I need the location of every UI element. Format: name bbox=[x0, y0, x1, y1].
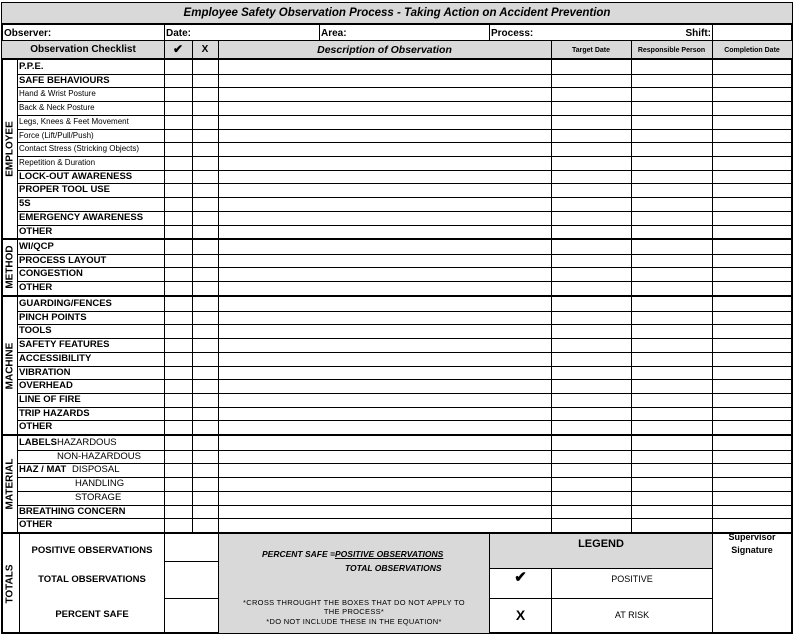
legend-at-risk: AT RISK bbox=[614, 610, 650, 620]
description-cell[interactable] bbox=[219, 225, 551, 238]
header-checklist-label: Observation Checklist bbox=[30, 44, 136, 55]
checklist-item: HAZ / MAT bbox=[19, 464, 67, 475]
formula-note3: *DO NOT INCLUDE THESE IN THE EQUATION* bbox=[266, 617, 442, 626]
checklist-item: HANDLING bbox=[75, 478, 125, 489]
check-cell[interactable] bbox=[165, 463, 192, 477]
grid-line bbox=[192, 40, 193, 532]
description-cell[interactable] bbox=[219, 518, 551, 532]
checklist-item: Repetition & Duration bbox=[19, 158, 96, 167]
check-cell[interactable] bbox=[165, 240, 192, 254]
description-cell[interactable] bbox=[219, 311, 551, 324]
check-cell[interactable] bbox=[165, 450, 192, 463]
date-label: Date: bbox=[166, 28, 192, 39]
description-cell[interactable] bbox=[219, 60, 551, 74]
completion-cell[interactable] bbox=[713, 420, 792, 434]
formula-note2: THE PROCESS* bbox=[323, 607, 385, 616]
checklist-item: OVERHEAD bbox=[19, 380, 73, 391]
checklist-item: Legs, Knees & Feet Movement bbox=[19, 117, 129, 126]
check-cell[interactable] bbox=[165, 211, 192, 225]
responsible-cell[interactable] bbox=[632, 450, 712, 463]
target-date-cell[interactable] bbox=[552, 311, 631, 324]
responsible-cell[interactable] bbox=[632, 170, 712, 183]
x-cell[interactable] bbox=[193, 297, 218, 311]
x-cell[interactable] bbox=[193, 156, 218, 170]
completion-cell[interactable] bbox=[713, 463, 792, 477]
target-date-cell[interactable] bbox=[552, 129, 631, 142]
supervisor-signature-field[interactable] bbox=[713, 560, 791, 632]
x-cell[interactable] bbox=[193, 311, 218, 324]
target-date-cell[interactable] bbox=[552, 352, 631, 366]
check-cell[interactable] bbox=[165, 60, 192, 74]
target-date-cell[interactable] bbox=[552, 115, 631, 129]
x-cell[interactable] bbox=[193, 491, 218, 505]
percent-safe-cell[interactable] bbox=[165, 599, 218, 633]
checklist-item: BREATHING CONCERN bbox=[19, 506, 126, 517]
completion-cell[interactable] bbox=[713, 311, 792, 324]
x-cell[interactable] bbox=[193, 338, 218, 352]
percent-safe-label: PERCENT SAFE bbox=[55, 609, 129, 620]
target-date-cell[interactable] bbox=[552, 267, 631, 281]
description-cell[interactable] bbox=[219, 407, 551, 420]
responsible-cell[interactable] bbox=[632, 267, 712, 281]
responsible-cell[interactable] bbox=[632, 436, 712, 450]
check-cell[interactable] bbox=[165, 491, 192, 505]
target-date-cell[interactable] bbox=[552, 393, 631, 407]
responsible-cell[interactable] bbox=[632, 407, 712, 420]
x-cell[interactable] bbox=[193, 115, 218, 129]
description-cell[interactable] bbox=[219, 254, 551, 267]
total-observations-label: TOTAL OBSERVATIONS bbox=[38, 574, 146, 585]
description-cell[interactable] bbox=[219, 420, 551, 434]
target-date-cell[interactable] bbox=[552, 254, 631, 267]
target-date-cell[interactable] bbox=[552, 324, 631, 338]
x-cell[interactable] bbox=[193, 436, 218, 450]
responsible-cell[interactable] bbox=[632, 477, 712, 491]
description-cell[interactable] bbox=[219, 491, 551, 505]
completion-cell[interactable] bbox=[713, 450, 792, 463]
x-cell[interactable] bbox=[193, 211, 218, 225]
target-date-cell[interactable] bbox=[552, 491, 631, 505]
target-date-cell[interactable] bbox=[552, 463, 631, 477]
section-label: METHOD bbox=[4, 245, 15, 290]
check-cell[interactable] bbox=[165, 477, 192, 491]
checklist-item: LOCK-OUT AWARENESS bbox=[19, 171, 133, 182]
check-cell[interactable] bbox=[165, 74, 192, 87]
target-date-cell[interactable] bbox=[552, 170, 631, 183]
section-label: MACHINE bbox=[4, 342, 15, 389]
checklist-item: TOOLS bbox=[19, 325, 52, 336]
shift-field[interactable] bbox=[714, 24, 790, 39]
target-date-cell[interactable] bbox=[552, 477, 631, 491]
description-cell[interactable] bbox=[219, 87, 551, 101]
completion-cell[interactable] bbox=[713, 211, 792, 225]
completion-cell[interactable] bbox=[713, 183, 792, 197]
completion-cell[interactable] bbox=[713, 170, 792, 183]
responsible-cell[interactable] bbox=[632, 324, 712, 338]
description-cell[interactable] bbox=[219, 170, 551, 183]
description-cell[interactable] bbox=[219, 142, 551, 156]
description-cell[interactable] bbox=[219, 129, 551, 142]
header-x-symbol: X bbox=[201, 44, 209, 55]
checklist-item: OTHER bbox=[19, 519, 53, 530]
totals-label: TOTALS bbox=[4, 563, 16, 604]
target-date-cell[interactable] bbox=[552, 183, 631, 197]
completion-cell[interactable] bbox=[713, 142, 792, 156]
check-cell[interactable] bbox=[165, 142, 192, 156]
checklist-item: SAFETY FEATURES bbox=[19, 339, 110, 350]
description-cell[interactable] bbox=[219, 240, 551, 254]
target-date-cell[interactable] bbox=[552, 211, 631, 225]
x-cell[interactable] bbox=[193, 254, 218, 267]
completion-cell[interactable] bbox=[713, 197, 792, 211]
x-cell[interactable] bbox=[193, 518, 218, 532]
grid-line bbox=[319, 23, 320, 40]
check-cell[interactable] bbox=[165, 518, 192, 532]
target-date-cell[interactable] bbox=[552, 197, 631, 211]
responsible-cell[interactable] bbox=[632, 129, 712, 142]
checklist-item: Contact Stress (Stricking Objects) bbox=[19, 144, 140, 153]
description-cell[interactable] bbox=[219, 211, 551, 225]
x-cell[interactable] bbox=[193, 225, 218, 238]
responsible-cell[interactable] bbox=[632, 366, 712, 379]
responsible-cell[interactable] bbox=[632, 505, 712, 518]
completion-cell[interactable] bbox=[713, 60, 792, 74]
supervisor-line2: Signature bbox=[731, 545, 773, 555]
x-cell[interactable] bbox=[193, 407, 218, 420]
responsible-cell[interactable] bbox=[632, 379, 712, 393]
completion-cell[interactable] bbox=[713, 407, 792, 420]
header-description-label: Description of Observation bbox=[317, 44, 452, 56]
total-count-cell[interactable] bbox=[165, 562, 218, 598]
x-cell[interactable] bbox=[193, 420, 218, 434]
description-cell[interactable] bbox=[219, 436, 551, 450]
check-cell[interactable] bbox=[165, 129, 192, 142]
completion-cell[interactable] bbox=[713, 491, 792, 505]
target-date-cell[interactable] bbox=[552, 297, 631, 311]
checklist-item: GUARDING/FENCES bbox=[19, 298, 112, 309]
x-cell[interactable] bbox=[193, 450, 218, 463]
x-cell[interactable] bbox=[193, 60, 218, 74]
check-cell[interactable] bbox=[165, 324, 192, 338]
description-cell[interactable] bbox=[219, 115, 551, 129]
check-cell[interactable] bbox=[165, 311, 192, 324]
check-cell[interactable] bbox=[165, 407, 192, 420]
check-cell[interactable] bbox=[165, 505, 192, 518]
responsible-cell[interactable] bbox=[632, 352, 712, 366]
completion-cell[interactable] bbox=[713, 101, 792, 115]
checklist-item: OTHER bbox=[19, 421, 53, 432]
area-label: Area: bbox=[321, 28, 347, 39]
target-date-cell[interactable] bbox=[552, 60, 631, 74]
checklist-item: OTHER bbox=[19, 226, 53, 237]
check-cell[interactable] bbox=[165, 115, 192, 129]
x-cell[interactable] bbox=[193, 101, 218, 115]
formula-numerator: POSITIVE OBSERVATIONS bbox=[335, 549, 444, 559]
legend-check-symbol: ✔ bbox=[514, 569, 527, 586]
description-cell[interactable] bbox=[219, 156, 551, 170]
checklist-item: PROPER TOOL USE bbox=[19, 184, 110, 195]
responsible-cell[interactable] bbox=[632, 197, 712, 211]
grid-line bbox=[164, 40, 165, 532]
responsible-cell[interactable] bbox=[632, 74, 712, 87]
completion-cell[interactable] bbox=[713, 338, 792, 352]
completion-cell[interactable] bbox=[713, 352, 792, 366]
grid-line bbox=[164, 23, 165, 40]
shift-label: Shift: bbox=[685, 28, 711, 39]
legend-title: LEGEND bbox=[578, 538, 624, 550]
area-field[interactable] bbox=[350, 24, 487, 39]
check-cell[interactable] bbox=[165, 393, 192, 407]
check-cell[interactable] bbox=[165, 254, 192, 267]
completion-cell[interactable] bbox=[713, 240, 792, 254]
target-date-cell[interactable] bbox=[552, 74, 631, 87]
header-check-symbol: ✔ bbox=[172, 42, 184, 56]
observer-label: Observer: bbox=[4, 28, 52, 39]
check-cell[interactable] bbox=[165, 197, 192, 211]
grid-line bbox=[489, 598, 712, 599]
target-date-cell[interactable] bbox=[552, 436, 631, 450]
x-cell[interactable] bbox=[193, 197, 218, 211]
x-cell[interactable] bbox=[193, 393, 218, 407]
responsible-cell[interactable] bbox=[632, 60, 712, 74]
check-cell[interactable] bbox=[165, 338, 192, 352]
responsible-cell[interactable] bbox=[632, 156, 712, 170]
checklist-item: Back & Neck Posture bbox=[19, 103, 95, 112]
description-cell[interactable] bbox=[219, 393, 551, 407]
process-field[interactable] bbox=[538, 24, 710, 39]
completion-cell[interactable] bbox=[713, 324, 792, 338]
responsible-cell[interactable] bbox=[632, 211, 712, 225]
responsible-cell[interactable] bbox=[632, 115, 712, 129]
x-cell[interactable] bbox=[193, 183, 218, 197]
checklist-item: PROCESS LAYOUT bbox=[19, 255, 107, 266]
x-cell[interactable] bbox=[193, 281, 218, 295]
description-cell[interactable] bbox=[219, 463, 551, 477]
checklist-item: VIBRATION bbox=[19, 367, 71, 378]
grid-line bbox=[631, 40, 632, 532]
grid-line bbox=[218, 40, 219, 532]
responsible-cell[interactable] bbox=[632, 87, 712, 101]
header-responsible-label: Responsible Person bbox=[637, 47, 706, 54]
target-date-cell[interactable] bbox=[552, 240, 631, 254]
check-cell[interactable] bbox=[165, 156, 192, 170]
checklist-item: OTHER bbox=[19, 282, 53, 293]
checklist-item: WI/QCP bbox=[19, 241, 54, 252]
check-cell[interactable] bbox=[165, 297, 192, 311]
checklist-item: EMERGENCY AWARENESS bbox=[19, 212, 144, 223]
x-cell[interactable] bbox=[193, 505, 218, 518]
check-cell[interactable] bbox=[165, 436, 192, 450]
checklist-item-sub: DISPOSAL bbox=[72, 464, 120, 475]
completion-cell[interactable] bbox=[713, 505, 792, 518]
completion-cell[interactable] bbox=[713, 379, 792, 393]
responsible-cell[interactable] bbox=[632, 254, 712, 267]
target-date-cell[interactable] bbox=[552, 225, 631, 238]
checklist-item: STORAGE bbox=[75, 492, 122, 503]
completion-cell[interactable] bbox=[713, 115, 792, 129]
grid-line bbox=[712, 23, 713, 40]
check-cell[interactable] bbox=[165, 225, 192, 238]
checklist-item: CONGESTION bbox=[19, 268, 83, 279]
formula-denominator: TOTAL OBSERVATIONS bbox=[345, 563, 442, 573]
description-cell[interactable] bbox=[219, 379, 551, 393]
x-cell[interactable] bbox=[193, 366, 218, 379]
description-cell[interactable] bbox=[219, 74, 551, 87]
description-cell[interactable] bbox=[219, 477, 551, 491]
date-field[interactable] bbox=[194, 24, 317, 39]
completion-cell[interactable] bbox=[713, 518, 792, 532]
completion-cell[interactable] bbox=[713, 156, 792, 170]
check-cell[interactable] bbox=[165, 366, 192, 379]
responsible-cell[interactable] bbox=[632, 183, 712, 197]
description-cell[interactable] bbox=[219, 352, 551, 366]
checklist-item: P.P.E. bbox=[19, 61, 44, 72]
completion-cell[interactable] bbox=[713, 477, 792, 491]
checklist-item-sub: HAZARDOUS bbox=[57, 437, 117, 448]
x-cell[interactable] bbox=[193, 142, 218, 156]
description-cell[interactable] bbox=[219, 197, 551, 211]
responsible-cell[interactable] bbox=[632, 491, 712, 505]
check-cell[interactable] bbox=[165, 379, 192, 393]
grid-line bbox=[17, 60, 18, 532]
section-label: EMPLOYEE bbox=[4, 121, 15, 177]
x-cell[interactable] bbox=[193, 87, 218, 101]
grid-line bbox=[551, 40, 552, 532]
completion-cell[interactable] bbox=[713, 129, 792, 142]
checklist-item: ACCESSIBILITY bbox=[19, 353, 92, 364]
checklist-item: Force (Lift/Pull/Push) bbox=[19, 131, 94, 140]
observer-field[interactable] bbox=[50, 24, 162, 39]
completion-cell[interactable] bbox=[713, 225, 792, 238]
form-title: Employee Safety Observation Process - Taking Action on Accident Prevention bbox=[183, 7, 611, 19]
completion-cell[interactable] bbox=[713, 366, 792, 379]
target-date-cell[interactable] bbox=[552, 87, 631, 101]
check-cell[interactable] bbox=[165, 87, 192, 101]
responsible-cell[interactable] bbox=[632, 518, 712, 532]
description-cell[interactable] bbox=[219, 183, 551, 197]
x-cell[interactable] bbox=[193, 240, 218, 254]
legend-x-symbol: X bbox=[515, 607, 526, 623]
x-cell[interactable] bbox=[193, 477, 218, 491]
description-cell[interactable] bbox=[219, 338, 551, 352]
target-date-cell[interactable] bbox=[552, 156, 631, 170]
section-label: MATERIAL bbox=[4, 458, 15, 510]
description-cell[interactable] bbox=[219, 324, 551, 338]
completion-cell[interactable] bbox=[713, 74, 792, 87]
process-label: Process: bbox=[491, 28, 534, 39]
check-cell[interactable] bbox=[165, 281, 192, 295]
checklist-item: NON-HAZARDOUS bbox=[57, 451, 141, 462]
positive-observations-label: POSITIVE OBSERVATIONS bbox=[31, 545, 153, 556]
responsible-cell[interactable] bbox=[632, 281, 712, 295]
x-cell[interactable] bbox=[193, 267, 218, 281]
responsible-cell[interactable] bbox=[632, 420, 712, 434]
completion-cell[interactable] bbox=[713, 87, 792, 101]
x-cell[interactable] bbox=[193, 324, 218, 338]
header-completion-label: Completion Date bbox=[724, 47, 780, 54]
formula-note1: *CROSS THROUGHT THE BOXES THAT DO NOT APPLY TO bbox=[243, 598, 465, 607]
grid-line bbox=[489, 23, 490, 40]
formula-left: PERCENT SAFE = bbox=[262, 549, 335, 559]
completion-cell[interactable] bbox=[713, 267, 792, 281]
grid-line bbox=[712, 40, 713, 532]
target-date-cell[interactable] bbox=[552, 338, 631, 352]
target-date-cell[interactable] bbox=[552, 366, 631, 379]
checklist-item: TRIP HAZARDS bbox=[19, 408, 90, 419]
description-cell[interactable] bbox=[219, 505, 551, 518]
checklist-item: Hand & Wrist Posture bbox=[19, 89, 96, 98]
checklist-item: 5S bbox=[19, 198, 31, 209]
responsible-cell[interactable] bbox=[632, 101, 712, 115]
responsible-cell[interactable] bbox=[632, 338, 712, 352]
description-cell[interactable] bbox=[219, 450, 551, 463]
responsible-cell[interactable] bbox=[632, 297, 712, 311]
x-cell[interactable] bbox=[193, 379, 218, 393]
description-cell[interactable] bbox=[219, 281, 551, 295]
responsible-cell[interactable] bbox=[632, 142, 712, 156]
x-cell[interactable] bbox=[193, 352, 218, 366]
check-cell[interactable] bbox=[165, 267, 192, 281]
check-cell[interactable] bbox=[165, 352, 192, 366]
x-cell[interactable] bbox=[193, 170, 218, 183]
legend-positive: POSITIVE bbox=[611, 574, 653, 584]
checklist-item: SAFE BEHAVIOURS bbox=[19, 75, 110, 86]
responsible-cell[interactable] bbox=[632, 225, 712, 238]
target-date-cell[interactable] bbox=[552, 420, 631, 434]
responsible-cell[interactable] bbox=[632, 393, 712, 407]
target-date-cell[interactable] bbox=[552, 505, 631, 518]
check-cell[interactable] bbox=[165, 420, 192, 434]
checklist-item: LINE OF FIRE bbox=[19, 394, 81, 405]
x-cell[interactable] bbox=[193, 463, 218, 477]
x-cell[interactable] bbox=[193, 74, 218, 87]
target-date-cell[interactable] bbox=[552, 407, 631, 420]
responsible-cell[interactable] bbox=[632, 463, 712, 477]
completion-cell[interactable] bbox=[713, 393, 792, 407]
description-cell[interactable] bbox=[219, 101, 551, 115]
completion-cell[interactable] bbox=[713, 297, 792, 311]
completion-cell[interactable] bbox=[713, 281, 792, 295]
header-target-label: Target Date bbox=[572, 47, 610, 54]
target-date-cell[interactable] bbox=[552, 142, 631, 156]
check-cell[interactable] bbox=[165, 170, 192, 183]
target-date-cell[interactable] bbox=[552, 281, 631, 295]
completion-cell[interactable] bbox=[713, 254, 792, 267]
responsible-cell[interactable] bbox=[632, 311, 712, 324]
completion-cell[interactable] bbox=[713, 436, 792, 450]
responsible-cell[interactable] bbox=[632, 240, 712, 254]
checklist-item: PINCH POINTS bbox=[19, 312, 87, 323]
check-cell[interactable] bbox=[165, 183, 192, 197]
description-cell[interactable] bbox=[219, 267, 551, 281]
target-date-cell[interactable] bbox=[552, 379, 631, 393]
description-cell[interactable] bbox=[219, 297, 551, 311]
target-date-cell[interactable] bbox=[552, 101, 631, 115]
checklist-item: LABELS bbox=[19, 437, 57, 448]
target-date-cell[interactable] bbox=[552, 450, 631, 463]
check-cell[interactable] bbox=[165, 101, 192, 115]
positive-count-cell[interactable] bbox=[165, 534, 218, 561]
target-date-cell[interactable] bbox=[552, 518, 631, 532]
supervisor-line1: Supervisor bbox=[728, 532, 776, 542]
description-cell[interactable] bbox=[219, 366, 551, 379]
x-cell[interactable] bbox=[193, 129, 218, 142]
